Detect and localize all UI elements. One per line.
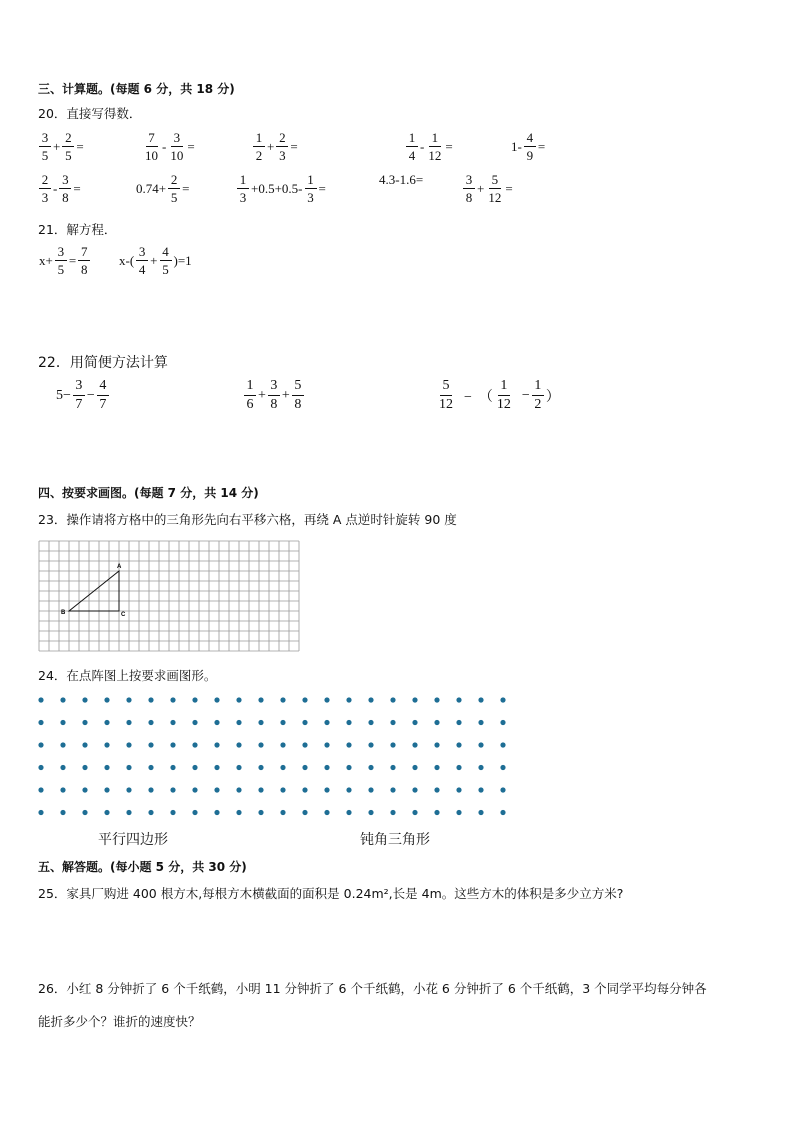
math-text: + xyxy=(267,138,275,154)
dot xyxy=(302,697,307,702)
fraction xyxy=(486,172,503,205)
dot xyxy=(302,787,307,792)
denominator: 5 xyxy=(170,190,178,205)
dot xyxy=(478,787,483,792)
q24-title: 24．在点阵图上按要求画图形。 xyxy=(38,668,217,683)
dot xyxy=(280,742,285,747)
denominator: 12 xyxy=(428,148,442,163)
fraction xyxy=(168,172,180,205)
math-text: = xyxy=(73,180,81,196)
fraction xyxy=(143,130,160,163)
dot xyxy=(500,765,505,770)
dot xyxy=(390,787,395,792)
numerator: 2 xyxy=(62,130,74,147)
dot xyxy=(104,787,109,792)
denominator: 10 xyxy=(170,148,184,163)
dot xyxy=(324,697,329,702)
fraction xyxy=(276,130,288,163)
dot xyxy=(126,810,131,815)
math-text: − xyxy=(86,387,95,403)
dot xyxy=(192,697,197,702)
numerator: 3 xyxy=(268,378,280,396)
dot xyxy=(126,742,131,747)
fraction xyxy=(253,130,265,163)
fraction xyxy=(97,378,109,413)
numerator: 3 xyxy=(463,172,475,189)
dot xyxy=(214,720,219,725)
dot xyxy=(324,787,329,792)
numerator: 1 xyxy=(237,172,249,189)
dot xyxy=(456,765,461,770)
dot xyxy=(104,697,109,702)
math-text: +0.5+0.5- xyxy=(251,180,303,196)
numerator: 5 xyxy=(489,172,501,189)
dot xyxy=(148,765,153,770)
fraction xyxy=(244,378,256,413)
dot xyxy=(412,742,417,747)
q26-text-line1: 26．小红 8 分钟折了 6 个千纸鹤，小明 11 分钟折了 6 个千纸鹤，小花 6 分钟折了 6 个千纸鹤，3 个同学平均每分钟各 xyxy=(38,981,707,996)
numerator: 4 xyxy=(160,244,172,261)
dot xyxy=(148,742,153,747)
math-text: = xyxy=(445,138,453,154)
dot xyxy=(346,787,351,792)
math-text: = xyxy=(182,180,190,196)
dot xyxy=(412,697,417,702)
dot xyxy=(280,765,285,770)
dot xyxy=(412,720,417,725)
q22-title: 22．用简便方法计算 xyxy=(38,355,168,371)
numerator: 1 xyxy=(532,378,544,396)
math-text: x-( xyxy=(119,252,135,268)
fraction xyxy=(292,378,304,413)
denominator: 5 xyxy=(57,262,65,277)
math-text: = xyxy=(76,138,84,154)
denominator: 4 xyxy=(138,262,146,277)
denominator: 8 xyxy=(270,397,278,412)
dot xyxy=(456,787,461,792)
dot xyxy=(434,810,439,815)
fraction xyxy=(268,378,280,413)
q23-title: 23．操作请将方格中的三角形先向右平移六格，再绕 A 点逆时针旋转 90 度 xyxy=(38,512,457,527)
fraction xyxy=(495,378,513,413)
q20-r1-c4 xyxy=(405,130,454,163)
section-4-header: 四、按要求画图。(每题 7 分，共 14 分) xyxy=(38,486,259,500)
math-text: ） xyxy=(545,389,560,405)
denominator: 5 xyxy=(41,148,49,163)
denominator: 7 xyxy=(99,397,107,412)
dot xyxy=(214,810,219,815)
square-grid[interactable] xyxy=(38,540,300,652)
label-obtuse-triangle: 钝角三角形 xyxy=(360,832,430,848)
numerator: 3 xyxy=(59,172,71,189)
fraction xyxy=(532,378,544,413)
dot xyxy=(434,742,439,747)
dot xyxy=(500,742,505,747)
fraction xyxy=(426,130,443,163)
numerator: 1 xyxy=(429,130,441,147)
math-text: = xyxy=(187,138,195,154)
denominator: 5 xyxy=(162,262,169,277)
denominator: 3 xyxy=(41,190,49,205)
q20-r2-c4 xyxy=(378,172,424,188)
dot xyxy=(258,787,263,792)
dot xyxy=(170,810,175,815)
dot xyxy=(148,720,153,725)
denominator: 8 xyxy=(465,190,473,205)
dot xyxy=(302,742,307,747)
dot xyxy=(368,810,373,815)
dot xyxy=(38,810,43,815)
dot xyxy=(346,765,351,770)
dot xyxy=(38,720,43,725)
dot xyxy=(434,787,439,792)
dot xyxy=(82,697,87,702)
dot xyxy=(346,697,351,702)
dot xyxy=(324,810,329,815)
dot xyxy=(390,720,395,725)
dot xyxy=(368,765,373,770)
denominator: 6 xyxy=(246,397,254,412)
denominator: 2 xyxy=(534,397,542,412)
dot xyxy=(214,742,219,747)
numerator: 3 xyxy=(136,244,148,261)
q20-r1-c3 xyxy=(252,130,299,163)
dot xyxy=(236,787,241,792)
math-text: − xyxy=(514,387,530,403)
dot xyxy=(390,697,395,702)
math-text: + xyxy=(258,387,266,403)
q20-r1-c2 xyxy=(142,130,196,163)
dot xyxy=(192,742,197,747)
fraction xyxy=(237,172,249,205)
dot xyxy=(60,742,65,747)
dot xyxy=(280,787,285,792)
fraction xyxy=(463,172,475,205)
denominator: 5 xyxy=(65,148,72,163)
numerator: 2 xyxy=(276,130,288,147)
dot xyxy=(170,697,175,702)
dot xyxy=(456,810,461,815)
q25-text: 25．家具厂购进 400 根方木,每根方木横截面的面积是 0.24m²,长是 4m。这些方木的体积是多少立方米? xyxy=(38,886,624,901)
denominator: 8 xyxy=(294,397,302,412)
dot xyxy=(192,720,197,725)
vertex-label-b: B xyxy=(61,610,66,616)
denominator: 7 xyxy=(75,397,83,412)
dot xyxy=(258,742,263,747)
dot xyxy=(258,765,263,770)
fraction xyxy=(59,172,71,205)
dot xyxy=(346,810,351,815)
section-5-header: 五、解答题。(每小题 5 分，共 30 分) xyxy=(38,860,247,874)
dot xyxy=(38,697,43,702)
dot xyxy=(368,787,373,792)
dot xyxy=(148,787,153,792)
q20-r2-c5 xyxy=(462,172,514,205)
fraction xyxy=(437,378,455,413)
q20-r2-c1 xyxy=(38,172,82,205)
numerator: 1 xyxy=(244,378,256,396)
dot xyxy=(126,720,131,725)
dot xyxy=(302,720,307,725)
fraction xyxy=(39,172,51,205)
numerator: 1 xyxy=(406,130,418,147)
dot xyxy=(324,765,329,770)
math-text: x+ xyxy=(39,252,53,268)
math-text: - xyxy=(162,138,167,154)
dot xyxy=(500,810,505,815)
q20-r2-c2 xyxy=(135,172,190,205)
dot xyxy=(258,720,263,725)
dot xyxy=(500,720,505,725)
math-text: 5− xyxy=(56,387,71,403)
dot xyxy=(390,810,395,815)
dot xyxy=(346,720,351,725)
fraction xyxy=(55,244,67,277)
dot xyxy=(368,742,373,747)
dot xyxy=(478,742,483,747)
math-text: + xyxy=(477,180,485,196)
dot xyxy=(500,697,505,702)
dot xyxy=(478,765,483,770)
dot xyxy=(82,810,87,815)
dot xyxy=(478,697,483,702)
dot xyxy=(324,742,329,747)
dot xyxy=(170,742,175,747)
dot xyxy=(302,810,307,815)
denominator: 8 xyxy=(80,262,88,277)
q26-text-line2: 能折多少个？谁折的速度快？ xyxy=(38,1014,201,1029)
dot xyxy=(324,720,329,725)
dot xyxy=(368,720,373,725)
dot xyxy=(258,810,263,815)
dot xyxy=(104,720,109,725)
numerator: 4 xyxy=(524,130,536,147)
denominator: 3 xyxy=(239,190,247,205)
fraction xyxy=(62,130,74,163)
dot xyxy=(38,787,43,792)
dot xyxy=(236,765,241,770)
math-text: 1- xyxy=(511,138,522,154)
dot xyxy=(434,765,439,770)
numerator: 2 xyxy=(168,172,180,189)
numerator: 1 xyxy=(253,130,265,147)
dot xyxy=(258,697,263,702)
numerator: 3 xyxy=(73,378,85,396)
dot xyxy=(302,765,307,770)
dot xyxy=(82,720,87,725)
dot xyxy=(170,720,175,725)
math-text: = xyxy=(537,138,546,154)
dot xyxy=(60,765,65,770)
dot xyxy=(478,720,483,725)
fraction xyxy=(406,130,418,163)
numerator: 1 xyxy=(305,172,317,189)
fraction xyxy=(73,378,85,413)
denominator: 12 xyxy=(439,397,453,412)
dot xyxy=(148,697,153,702)
dot xyxy=(280,697,285,702)
q22-expr2 xyxy=(243,378,305,413)
denominator: 3 xyxy=(307,190,314,205)
math-text: = xyxy=(318,180,326,196)
dot xyxy=(38,742,43,747)
dot xyxy=(126,765,131,770)
dot xyxy=(236,810,241,815)
dot xyxy=(60,810,65,815)
numerator: 3 xyxy=(171,130,183,147)
dot xyxy=(82,787,87,792)
numerator: 4 xyxy=(97,378,109,396)
dot xyxy=(434,720,439,725)
math-text: - xyxy=(420,138,425,154)
dot xyxy=(280,720,285,725)
math-text: 4.3-1.6= xyxy=(379,172,424,187)
dot-matrix[interactable] xyxy=(34,692,518,818)
q22-expr1 xyxy=(55,378,110,413)
dot xyxy=(434,697,439,702)
dot xyxy=(148,810,153,815)
dot xyxy=(38,765,43,770)
dot xyxy=(346,742,351,747)
dot xyxy=(60,697,65,702)
dot xyxy=(236,720,241,725)
fraction xyxy=(39,130,51,163)
dot xyxy=(126,697,131,702)
dot xyxy=(104,742,109,747)
fraction xyxy=(168,130,185,163)
denominator: 3 xyxy=(279,148,286,163)
math-text: = xyxy=(68,252,77,268)
fraction xyxy=(136,244,148,277)
dot xyxy=(456,720,461,725)
q20-r1-c1 xyxy=(38,130,85,163)
numerator: 7 xyxy=(146,130,158,147)
dot xyxy=(412,810,417,815)
dot xyxy=(82,742,87,747)
q20-r2-c3 xyxy=(236,172,327,205)
q21-eq1 xyxy=(38,244,91,277)
dot xyxy=(236,742,241,747)
fraction xyxy=(305,172,317,205)
fraction xyxy=(160,244,172,277)
dot xyxy=(192,787,197,792)
dot xyxy=(104,765,109,770)
dot xyxy=(214,787,219,792)
numerator: 7 xyxy=(78,244,90,261)
denominator: 2 xyxy=(255,148,263,163)
dot xyxy=(456,742,461,747)
q20-title: 20．直接写得数． xyxy=(38,106,142,121)
dot xyxy=(412,787,417,792)
dot xyxy=(104,810,109,815)
numerator: 1 xyxy=(498,378,510,396)
denominator: 8 xyxy=(62,190,69,205)
dot xyxy=(280,810,285,815)
numerator: 5 xyxy=(440,378,452,396)
math-text: )=1 xyxy=(173,252,192,268)
numerator: 5 xyxy=(292,378,304,396)
dot xyxy=(390,765,395,770)
dot xyxy=(170,765,175,770)
dot xyxy=(214,697,219,702)
math-text: = xyxy=(505,180,513,196)
dot xyxy=(368,697,373,702)
q21-title: 21．解方程． xyxy=(38,222,117,237)
math-text: − （ xyxy=(457,389,493,405)
dot xyxy=(192,765,197,770)
dot xyxy=(390,742,395,747)
math-text: + xyxy=(281,387,290,403)
denominator: 12 xyxy=(496,397,511,412)
vertex-label-c: C xyxy=(121,612,126,618)
section-3-header: 三、计算题。(每题 6 分，共 18 分) xyxy=(38,82,235,96)
denominator: 10 xyxy=(145,148,158,163)
math-text: + xyxy=(150,252,158,268)
fraction xyxy=(524,130,536,163)
math-text: + xyxy=(53,138,61,154)
dot xyxy=(60,787,65,792)
vertex-label-a: A xyxy=(117,564,122,570)
math-text: 0.74+ xyxy=(136,180,167,196)
math-text: = xyxy=(290,138,298,154)
denominator: 4 xyxy=(408,148,416,163)
dot xyxy=(478,810,483,815)
denominator: 12 xyxy=(488,190,502,205)
numerator: 2 xyxy=(39,172,51,189)
denominator: 9 xyxy=(526,148,534,163)
dot xyxy=(126,787,131,792)
numerator: 3 xyxy=(55,244,67,261)
numerator: 3 xyxy=(39,130,51,147)
dot xyxy=(236,697,241,702)
math-text: - xyxy=(53,180,58,196)
fraction xyxy=(78,244,90,277)
q22-expr3 xyxy=(436,378,561,413)
label-parallelogram: 平行四边形 xyxy=(98,832,168,848)
dot xyxy=(456,697,461,702)
dot xyxy=(60,720,65,725)
dot xyxy=(500,787,505,792)
q20-r1-c5 xyxy=(510,130,546,163)
dot xyxy=(82,765,87,770)
dot xyxy=(170,787,175,792)
q21-eq2 xyxy=(118,244,193,277)
dot xyxy=(192,810,197,815)
dot xyxy=(412,765,417,770)
dot xyxy=(214,765,219,770)
